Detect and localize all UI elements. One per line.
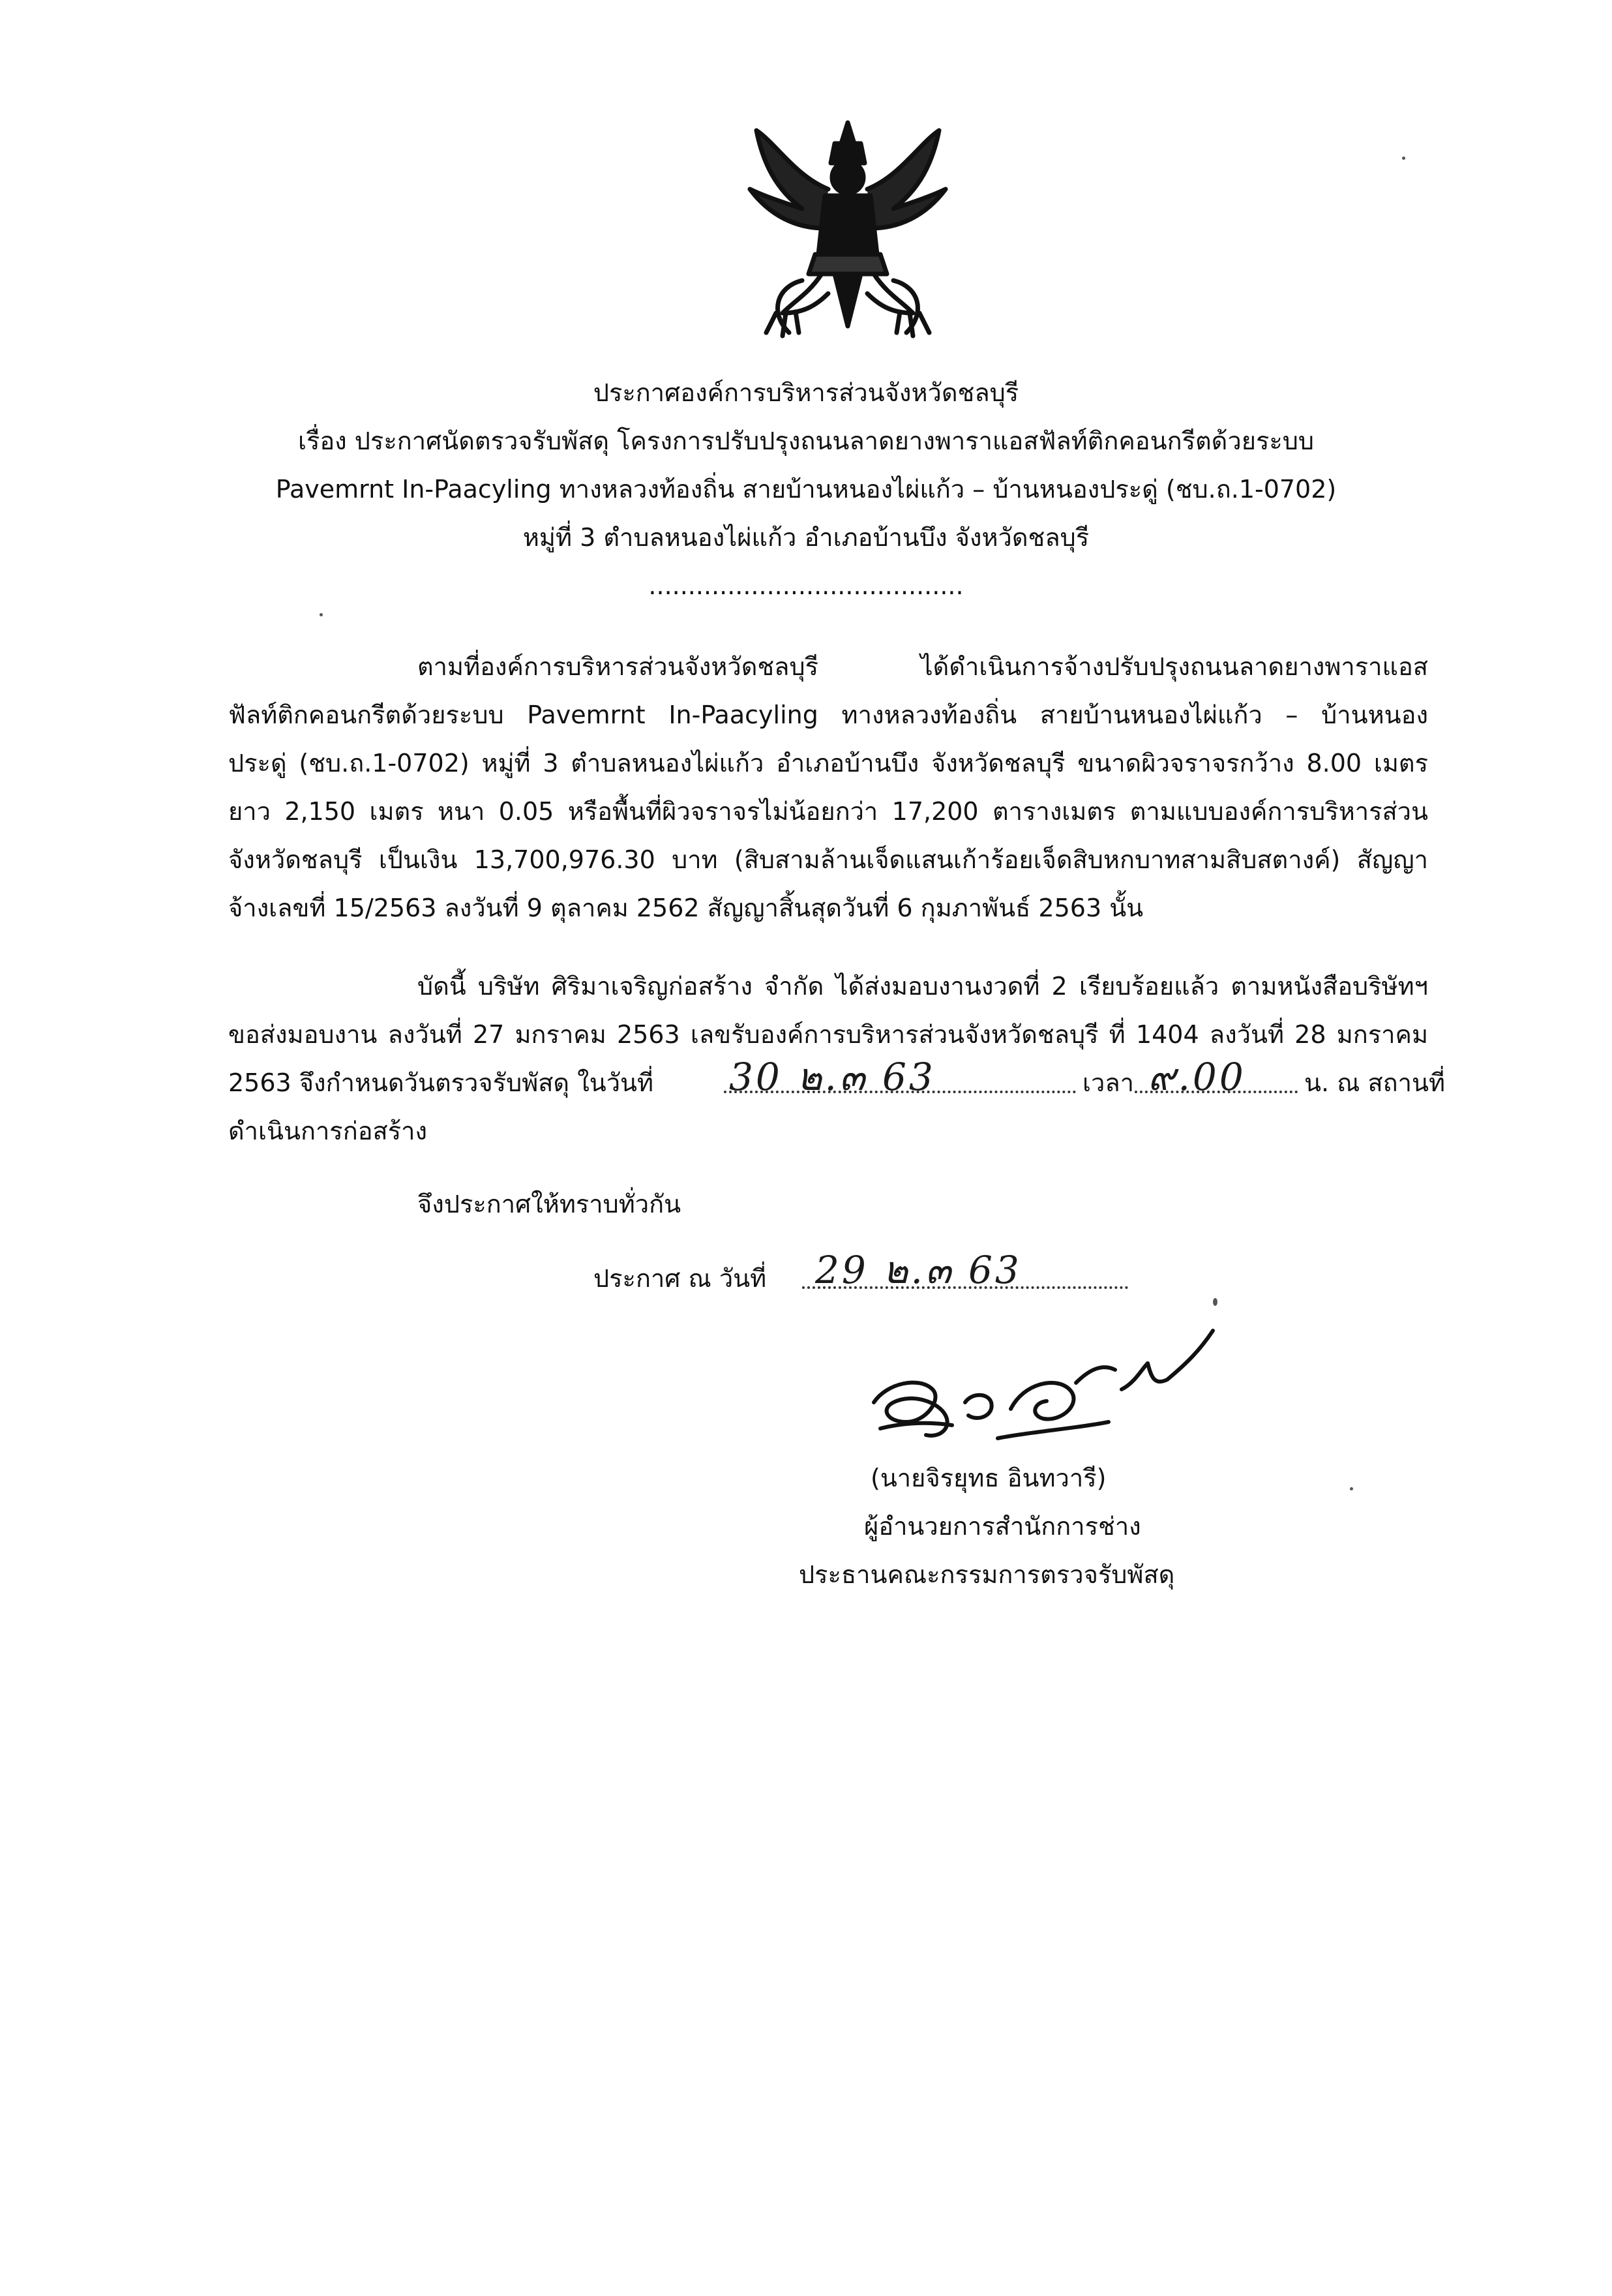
- announcement-date-handwritten: 29 ๒.๓ 63: [815, 1248, 1022, 1292]
- paragraph-1-line-4: ยาว 2,150 เมตร หนา 0.05 หรือพื้นที่ผิวจราจรไม่น้อยกว่า 17,200 ตารางเมตร ตามแบบองค์การบริหารส่วน: [228, 797, 1428, 826]
- paragraph-2-line-3-prefix: 2563 จึงกำหนดวันตรวจรับพัสดุ ในวันที่: [228, 1068, 654, 1097]
- header-separator: ........................................: [648, 571, 964, 600]
- scan-speck: [320, 613, 323, 616]
- garuda-emblem-icon: [737, 117, 959, 352]
- paragraph-2-line-2: ขอส่งมอบงาน ลงวันที่ 27 มกราคม 2563 เลขรับองค์การบริหารส่วนจังหวัดชลบุรี ที่ 1404 ลงวันที่ 28 มกราคม: [228, 1020, 1428, 1049]
- paragraph-1-line-1: ตามที่องค์การบริหารส่วนจังหวัดชลบุรี ได้ดำเนินการจ้างปรับปรุงถนนลาดยางพาราแอส: [417, 652, 1428, 681]
- paragraph-2-line-1: บัดนี้ บริษัท ศิริมาเจริญก่อสร้าง จำกัด ได้ส่งมอบงานงวดที่ 2 เรียบร้อยแล้ว ตามหนังสือบริษัทฯ: [417, 972, 1428, 1001]
- scan-speck: [1350, 1487, 1353, 1490]
- signatory-position-2: ประธานคณะกรรมการตรวจรับพัสดุ: [799, 1560, 1175, 1589]
- paragraph-1-line-2: ฟัลท์ติกคอนกรีตด้วยระบบ Pavemrnt In-Paacyling ทางหลวงท้องถิ่น สายบ้านหนองไผ่แก้ว – บ้านหนอง: [228, 701, 1428, 729]
- signatory-position-1: ผู้อำนวยการสำนักการช่าง: [864, 1512, 1141, 1541]
- handwritten-signature-icon: [861, 1324, 1226, 1461]
- announcement-title: ประกาศองค์การบริหารส่วนจังหวัดชลบุรี: [593, 378, 1019, 407]
- subject-line-1: เรื่อง ประกาศนัดตรวจรับพัสดุ โครงการปรับปรุงถนนลาดยางพาราแอสฟัลท์ติกคอนกรีตด้วยระบบ: [297, 427, 1315, 455]
- paragraph-2-line-3-suffix: น. ณ สถานที่: [1304, 1068, 1446, 1097]
- scan-speck: [1213, 1298, 1217, 1306]
- subject-line-3: หมู่ที่ 3 ตำบลหนองไผ่แก้ว อำเภอบ้านบึง จังหวัดชลบุรี: [522, 523, 1090, 552]
- signatory-name: (นายจิรยุทธ อินทวารี): [871, 1464, 1107, 1492]
- paragraph-2-line-4: ดำเนินการก่อสร้าง: [228, 1117, 428, 1145]
- subject-line-2: Pavemrnt In-Paacyling ทางหลวงท้องถิ่น สายบ้านหนองไผ่แก้ว – บ้านหนองประดู่ (ชบ.ถ.1-0702): [275, 475, 1337, 504]
- closing-text: จึงประกาศให้ทราบทั่วกัน: [417, 1190, 681, 1218]
- paragraph-1-line-5: จังหวัดชลบุรี เป็นเงิน 13,700,976.30 บาท (สิบสามล้านเจ็ดแสนเก้าร้อยเจ็ดสิบหกบาทสามสิบสตางค์) สัญญา: [228, 845, 1428, 874]
- scan-speck: [1402, 157, 1405, 160]
- inspection-date-handwritten: 30 ๒.๓ 63: [729, 1055, 936, 1099]
- paragraph-1-line-6: จ้างเลขที่ 15/2563 ลงวันที่ 9 ตุลาคม 2562 สัญญาสิ้นสุดวันที่ 6 กุมภาพันธ์ 2563 นั้น: [228, 894, 1144, 922]
- time-label: เวลา: [1082, 1068, 1134, 1097]
- announcement-date-label: ประกาศ ณ วันที่: [593, 1264, 767, 1293]
- paragraph-1-line-3: ประดู่ (ชบ.ถ.1-0702) หมู่ที่ 3 ตำบลหนองไผ่แก้ว อำเภอบ้านบึง จังหวัดชลบุรี ขนาดผิวจราจรกว้าง 8.00 เมตร: [228, 749, 1428, 778]
- inspection-time-handwritten: ๙.00: [1148, 1055, 1246, 1099]
